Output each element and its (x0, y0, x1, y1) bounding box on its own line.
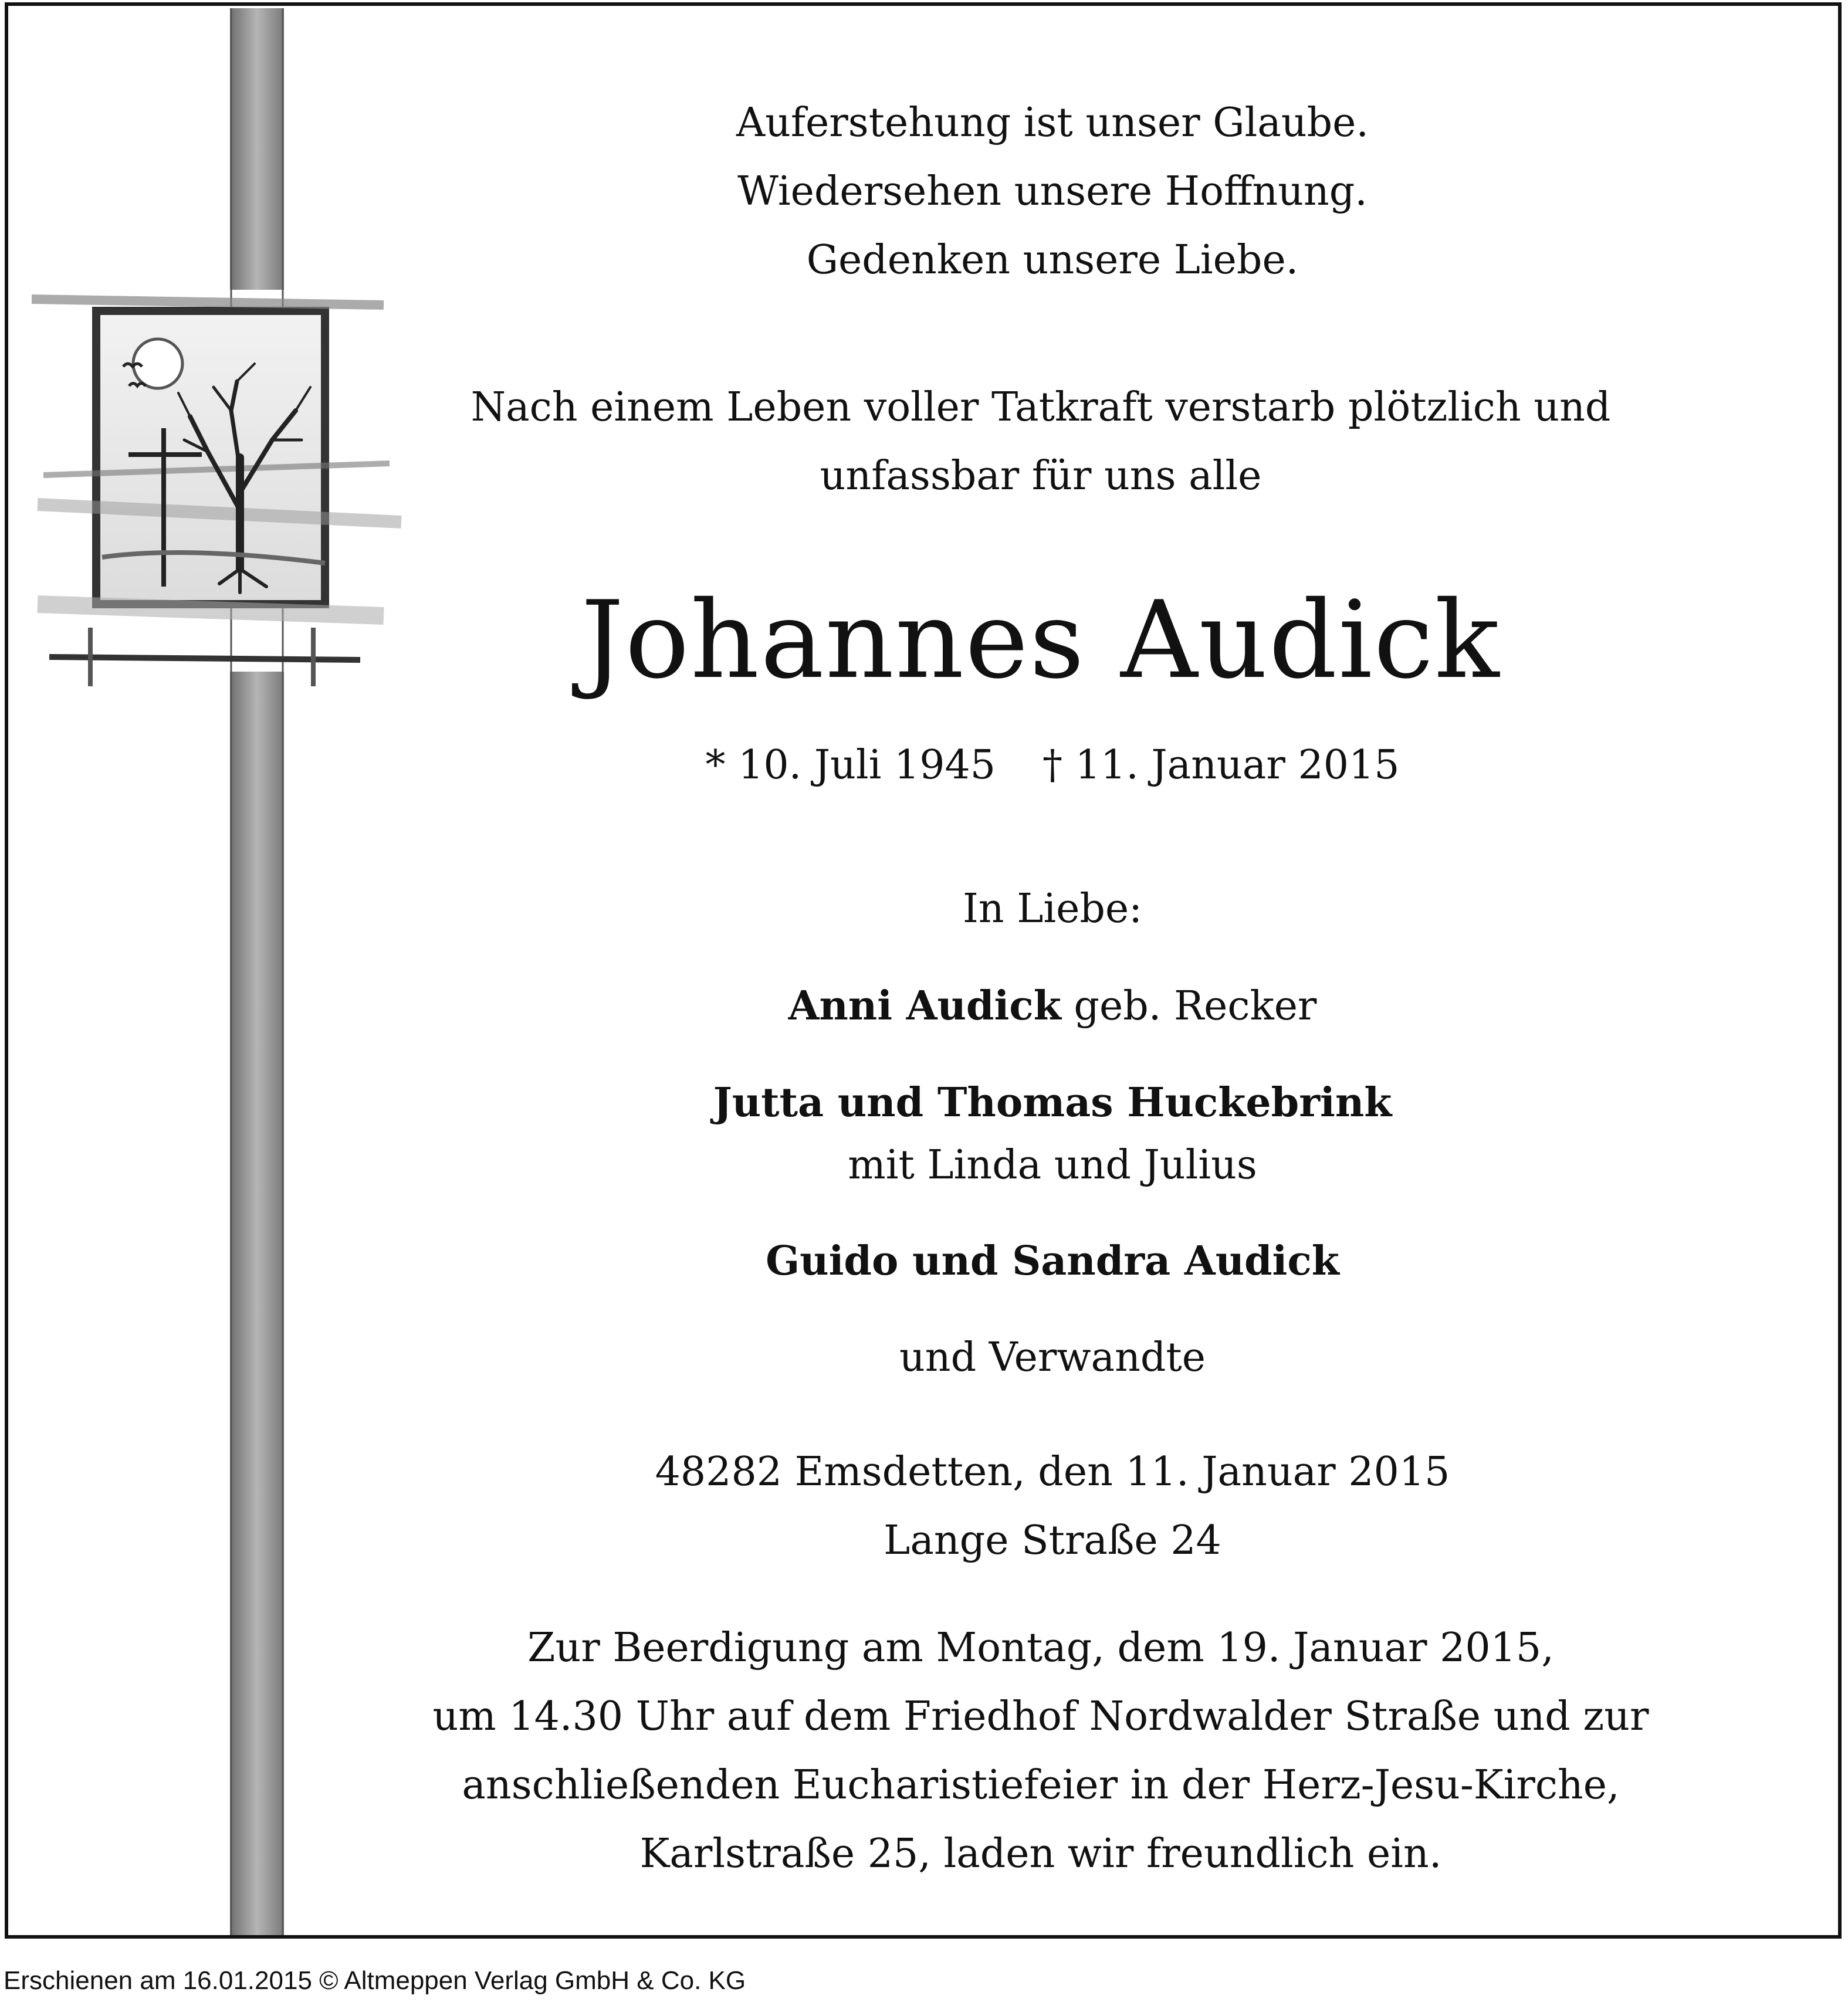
deceased-name: Johannes Audick (581, 578, 1501, 702)
funeral-line-4: Karlstraße 25, laden wir freundlich ein. (639, 1831, 1442, 1877)
family2-name: Guido und Sandra Audick (766, 1238, 1339, 1285)
mourners-heading: In Liebe: (962, 886, 1143, 932)
family1-note: mit Linda und Julius (848, 1142, 1257, 1188)
intro-line-1: Nach einem Leben voller Tatkraft verstarb plötzlich und (471, 384, 1611, 431)
family1-name: Jutta und Thomas Huckebrink (713, 1079, 1392, 1126)
obituary-frame (5, 2, 1842, 1939)
vertical-bar-bottom (230, 672, 284, 1939)
verse-line-2: Wiedersehen unsere Hoffnung. (737, 168, 1368, 215)
spouse-name: Anni Audick (788, 983, 1061, 1029)
verse-line-1: Auferstehung ist unser Glaube. (736, 100, 1369, 146)
spouse-note: geb. Recker (1061, 983, 1317, 1029)
funeral-line-1: Zur Beerdigung am Montag, dem 19. Januar 2015, (527, 1625, 1554, 1671)
spouse-line (384, 983, 1721, 1029)
birth-date: * 10. Juli 1945 (705, 742, 996, 788)
life-dates (384, 742, 1721, 788)
address-place-date: 48282 Emsdetten, den 11. Januar 2015 (655, 1449, 1450, 1495)
death-date: † 11. Januar 2015 (1043, 742, 1400, 788)
funeral-line-3: anschließenden Eucharistiefeier in der Herz-Jesu-Kirche, (462, 1762, 1620, 1808)
publication-footer: Erschienen am 16.01.2015 © Altmeppen Verlag GmbH & Co. KG (4, 1966, 746, 1995)
vertical-bar-top (230, 8, 284, 290)
intro-line-2: unfassbar für uns alle (820, 453, 1262, 499)
funeral-line-2: um 14.30 Uhr auf dem Friedhof Nordwalder Straße und zur (432, 1693, 1649, 1740)
relatives-line: und Verwandte (899, 1334, 1206, 1381)
address-street: Lange Straße 24 (884, 1517, 1221, 1564)
verse-line-3: Gedenken unsere Liebe. (806, 237, 1299, 283)
